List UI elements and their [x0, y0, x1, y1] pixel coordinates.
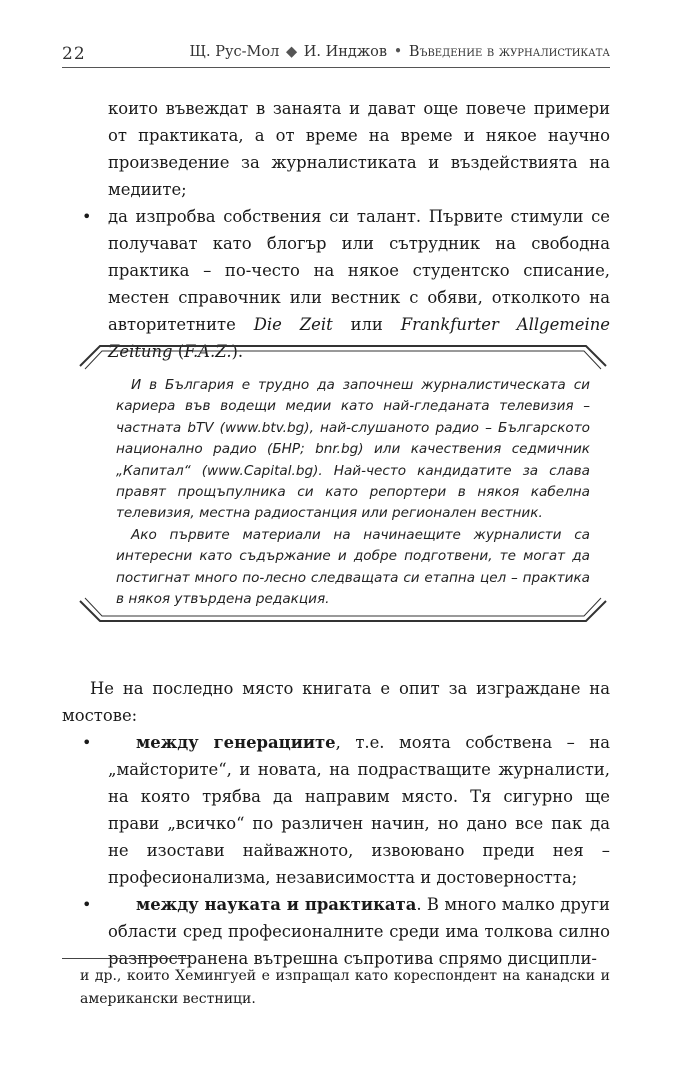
list-item-text — [108, 729, 610, 891]
italic-title: Frankfurter Allgemeine Zeitung — [108, 315, 611, 361]
text-run: да изпробва собствения си талант. Първите стимули се получават като блогър или сътрудник на свободна практика – по-често на някое студентско списание, местен справочник или вестник с обяви, отколкото на авторитетните — [108, 207, 610, 334]
box-frame-top — [78, 340, 608, 370]
footnote-text: и др., които Хемингуей е изпращал като кореспондент на канадски и американски вестници. — [80, 968, 610, 1007]
bridges-list — [62, 729, 610, 972]
text-run: ). — [231, 342, 244, 361]
bold-term: между генерациите — [136, 733, 336, 752]
diamond-separator-icon: ◆ — [285, 44, 298, 60]
text-run: , т.е. моята собствена – на „майсторите“, и новата, на подрастващите журналисти, на която трябва да направим място. Тя сигурно ще прави „всичко“ по различен начин, но дано все пак да не изостави найважното, извоювано преди нея – професионализма, независимостта и достоверността; — [108, 733, 610, 887]
box-frame-bottom — [78, 597, 608, 627]
boxed-paragraph-1: И в България е трудно да започнеш журналистическата си кариера във водещи медии като най-гледаната телевизия – частната bTV (www.btv.bg), най-слушаното радио – Българското национално радио (БНР; bnr.bg) или качествения седмичник „Капитал“ (www.Capital.bg). Най-често кандидатите за слава правят прощъпулника си като репортери в някоя кабелна телевизия, местна радиостанция или регионален вестник. — [116, 377, 590, 522]
bullet-icon: • — [82, 895, 92, 914]
list-item-text — [108, 891, 610, 972]
bullet-separator-icon: • — [393, 44, 403, 60]
top-list — [80, 95, 610, 365]
list-item — [80, 729, 610, 891]
intro-paragraph: Не на последно място книгата е опит за изграждане на мостове: — [62, 679, 610, 725]
page-number: 22 — [62, 44, 86, 64]
bold-term: между науката и практиката — [136, 895, 417, 914]
text-run: . В много малко други области сред професионалните среди има толкова силно разпространена вътрешна съпротива спрямо дисципли- — [108, 895, 610, 968]
running-title — [189, 44, 610, 60]
main-section — [62, 675, 610, 972]
text-run: или — [332, 315, 401, 334]
boxed-paragraph-2: Ако първите материали на начинаещите журналисти са интересни като съдържание и добре подготвени, те могат да постигнат много по-лесно следващата си етапна цел – практика в някоя утвърдена редакция. — [116, 526, 590, 608]
author-1: Щ. Рус-Мол — [189, 44, 280, 60]
book-title: Въведение в журналистиката — [408, 44, 610, 60]
running-header — [62, 44, 610, 70]
author-2: И. Инджов — [303, 44, 388, 60]
footnote-rule — [62, 958, 190, 959]
italic-abbrev: F.A.Z. — [184, 342, 232, 361]
bullet-icon: • — [82, 733, 92, 752]
italic-title: Die Zeit — [253, 315, 333, 334]
boxed-note — [116, 375, 590, 610]
list-item-continuation: които въвеждат в занаята и дават още повече примери от практиката, а от време на време и някое научно произведение за журналистиката и въздействията на медиите; — [108, 99, 610, 199]
header-rule — [62, 67, 610, 68]
list-item — [80, 891, 610, 972]
text-run: ( — [172, 342, 185, 361]
bullet-icon: • — [82, 207, 92, 226]
frame-bottom-line-icon — [78, 597, 608, 627]
footnote — [80, 965, 610, 1011]
frame-top-line-icon — [78, 340, 608, 370]
